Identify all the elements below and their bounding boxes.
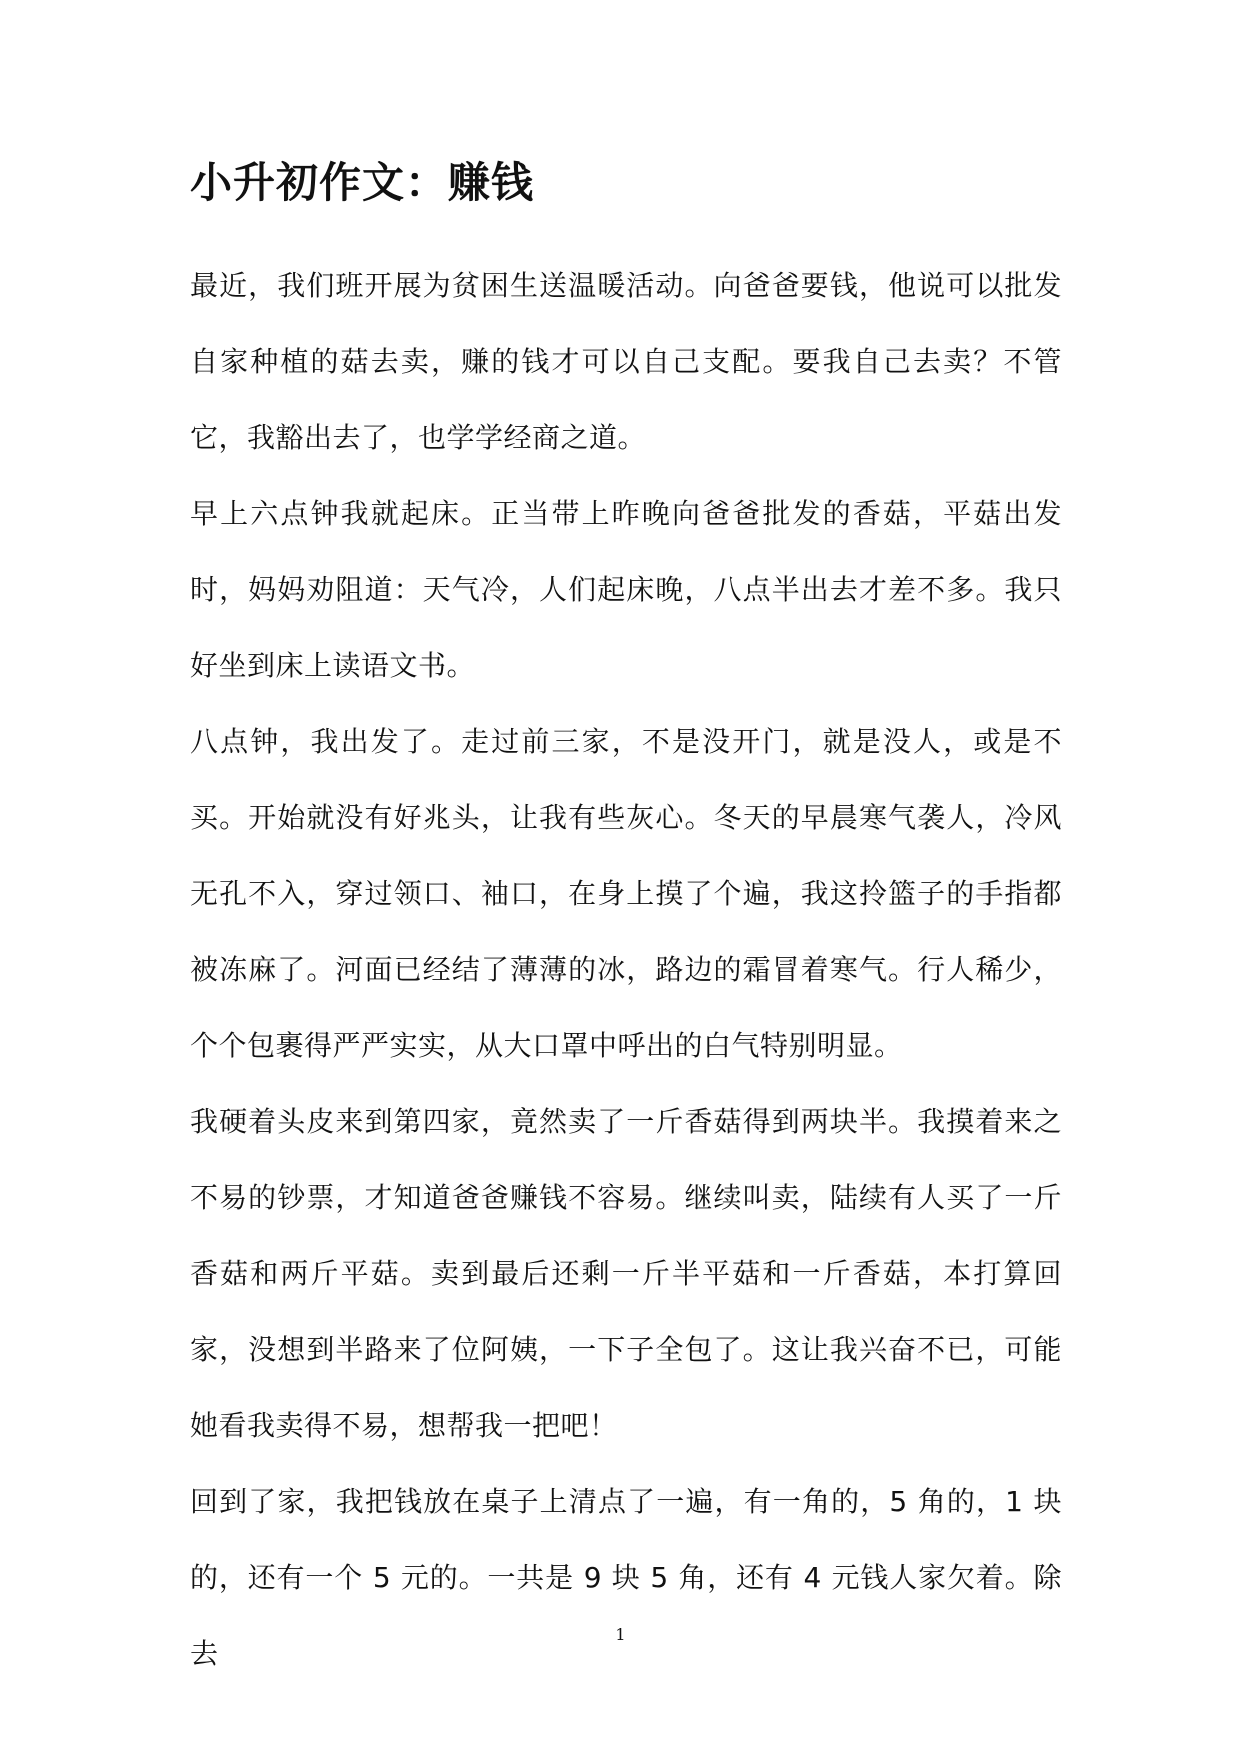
- paragraph: 早上六点钟我就起床。正当带上昨晚向爸爸批发的香菇，平菇出发时，妈妈劝阻道：天气冷，人们起床晚，八点半出去才差不多。我只好坐到床上读语文书。: [190, 497, 1062, 682]
- paragraph: 回到了家，我把钱放在桌子上清点了一遍，有一角的，5 角的，1 块的，还有一个 5 元的。一共是 9 块 5 角，还有 4 元钱人家欠着。除去: [190, 1485, 1062, 1670]
- document-title: 小升初作文：赚钱: [190, 158, 535, 207]
- paragraph: 最近，我们班开展为贫困生送温暖活动。向爸爸要钱，他说可以批发自家种植的菇去卖，赚的钱才可以自己支配。要我自己去卖？不管它，我豁出去了，也学学经商之道。: [190, 269, 1062, 454]
- page-number: 1: [615, 1625, 626, 1644]
- paragraph: 我硬着头皮来到第四家，竟然卖了一斤香菇得到两块半。我摸着来之不易的钞票，才知道爸爸赚钱不容易。继续叫卖，陆续有人买了一斤香菇和两斤平菇。卖到最后还剩一斤半平菇和一斤香菇，本打算回家，没想到半路来了位阿姨，一下子全包了。这让我兴奋不已，可能她看我卖得不易，想帮我一把吧！: [190, 1105, 1062, 1442]
- paragraph: 八点钟，我出发了。走过前三家，不是没开门，就是没人，或是不买。开始就没有好兆头，让我有些灰心。冬天的早晨寒气袭人，冷风无孔不入，穿过领口、袖口，在身上摸了个遍，我这拎篮子的手指都被冻麻了。河面已经结了薄薄的冰，路边的霜冒着寒气。行人稀少，个个包裹得严严实实，从大口罩中呼出的白气特别明显。: [190, 725, 1062, 1062]
- document-body: [190, 248, 1062, 1692]
